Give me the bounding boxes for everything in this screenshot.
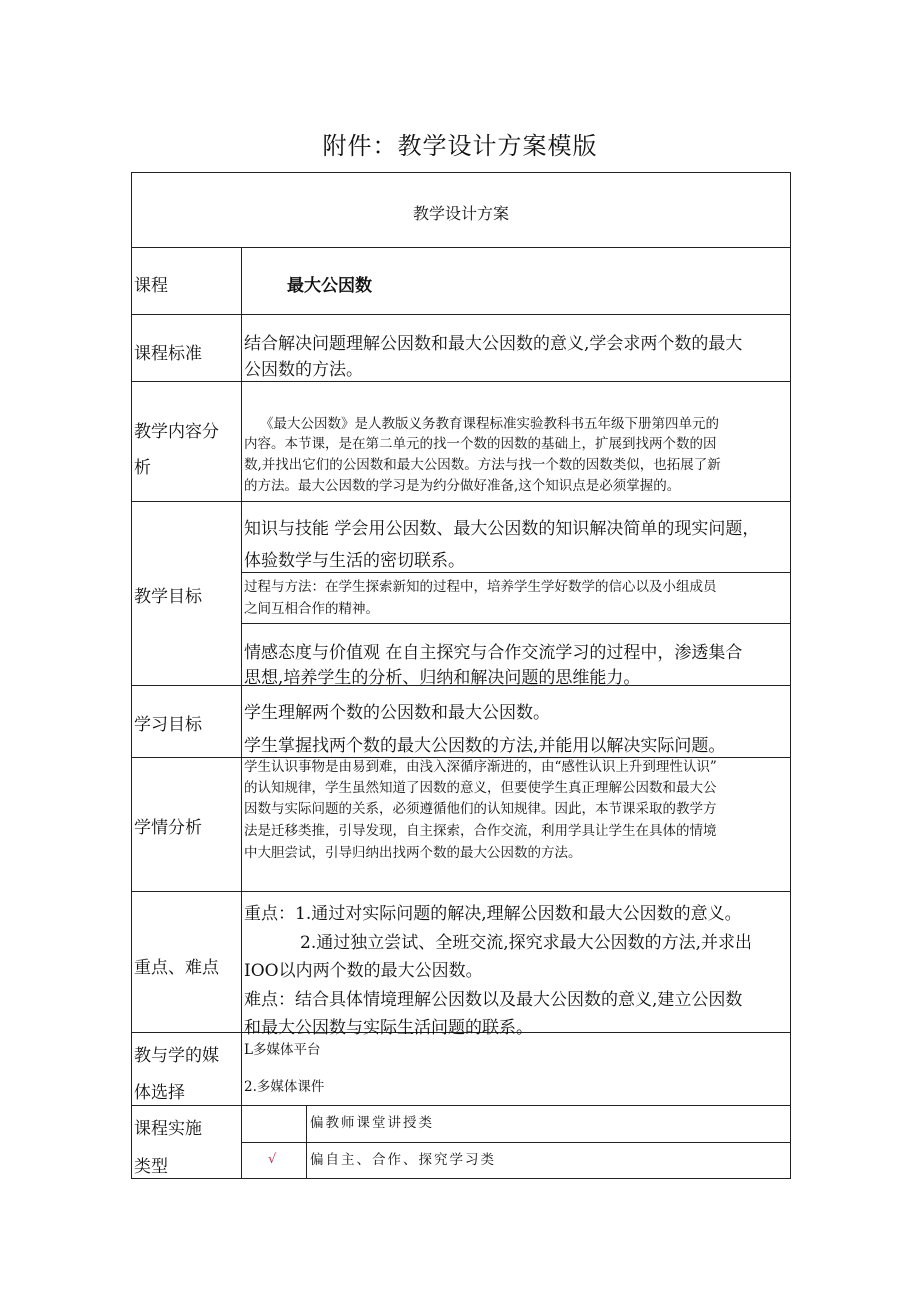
standard-text: 公因数的方法。 [244,360,363,380]
content-analysis-text: 的方法。最大公因数的学习是为约分做好准备,这个知识点是必须掌握的。 [244,478,681,494]
student-analysis-text: 法是迁移类推，引导发现，自主探索，合作交流，利用学具让学生在具体的情境 [244,823,717,839]
standard-text: 结合解决问题理解公因数和最大公因数的意义,学会求两个数的最大 [244,334,743,354]
option-text: 偏自主、合作、探究学习类 [310,1152,496,1168]
course-type-label: 类型 [134,1157,168,1177]
subrow-divider [241,1142,790,1143]
subrow-divider [241,623,790,624]
teaching-goals-label: 教学目标 [134,587,202,607]
learning-goal: 学生掌握找两个数的最大公因数的方法,并能用以解决实际问题。 [244,736,726,756]
row-divider [132,381,790,382]
content-analysis-text: 《最大公因数》是人教版义务教育课程标准实验教科书五年级下册第四单元的 [260,416,719,432]
content-analysis-label: 析 [134,458,151,478]
student-analysis-text: 学生认识事物是由易到难，由浅入深循序渐进的，由“感性认识上升到理性认识” [244,759,717,775]
content-analysis-text: 内容。本节课，是在第二单元的找一个数的因数的基础上，扩展到找两个数的因 [244,436,717,452]
student-analysis-text: 的认知规律，学生虽然知道了因数的意义，但要使学生真正理解公因数和最大公 [244,780,717,796]
row-divider [132,1105,790,1106]
row-divider [132,314,790,315]
learning-goal: 学生理解两个数的公因数和最大公因数。 [244,703,550,723]
lesson-plan-table [131,172,791,1179]
media-label: 体选择 [134,1083,185,1103]
process-goal: 之间互相合作的精神。 [244,601,379,617]
content-analysis-label: 教学内容分 [134,422,219,442]
student-analysis-text: 因数与实际问题的关系，必须遵循他们的认知规律。因此，本节课采取的教学方 [244,801,717,817]
checkmark-icon: √ [268,1152,277,1167]
course-type-label: 课程实施 [134,1119,202,1139]
page-title: 附件：教学设计方案模版 [322,132,598,160]
emotion-goal: 情感态度与价值观 在自主探究与合作交流学习的过程中，渗透集合 [244,643,743,663]
column-divider [306,1105,307,1178]
option-text: 偏教师课堂讲授类 [310,1115,434,1131]
key-point: 重点：1.通过对实际问题的解决,理解公因数和最大公因数的意义。 [244,904,742,924]
knowledge-goal: 体验数学与生活的密切联系。 [244,551,465,571]
media-item: 2.多媒体课件 [244,1079,325,1095]
process-goal: 过程与方法：在学生探索新知的过程中，培养学生学好数学的信心以及小组成员 [244,579,717,595]
difficult-point: 难点：结合具体情境理解公因数以及最大公因数的意义,建立公因数 [244,990,743,1010]
row-divider [132,247,790,248]
difficult-point: 和最大公因数与实际生活问题的联系。 [244,1018,533,1038]
emotion-goal: 思想,培养学生的分析、归纳和解决问题的思维能力。 [244,668,641,688]
media-item: L多媒体平台 [244,1042,321,1058]
column-divider [241,247,242,1178]
key-point: IOO以内两个数的最大公因数。 [244,961,483,981]
student-analysis-label: 学情分析 [134,818,202,838]
key-points-label: 重点、难点 [134,958,219,978]
table-header: 教学设计方案 [412,204,509,223]
subrow-divider [241,572,790,573]
media-label: 教与学的媒 [134,1046,219,1066]
student-analysis-text: 中大胆尝试，引导归纳出找两个数的最大公因数的方法。 [244,845,582,861]
row-divider [132,501,790,502]
standard-label: 课程标准 [134,344,202,364]
key-point: 2.通过独立尝试、全班交流,探究求最大公因数的方法,并求出 [300,933,753,953]
knowledge-goal: 知识与技能 学会用公因数、最大公因数的知识解决简单的现实问题， [244,519,760,539]
learning-goals-label: 学习目标 [134,715,202,735]
row-divider [132,891,790,892]
content-analysis-text: 数,并找出它们的公因数和最大公因数。方法与找一个数的因数类似，也拓展了新 [244,457,721,473]
course-label: 课程 [134,276,168,296]
course-value: 最大公因数 [287,276,372,296]
